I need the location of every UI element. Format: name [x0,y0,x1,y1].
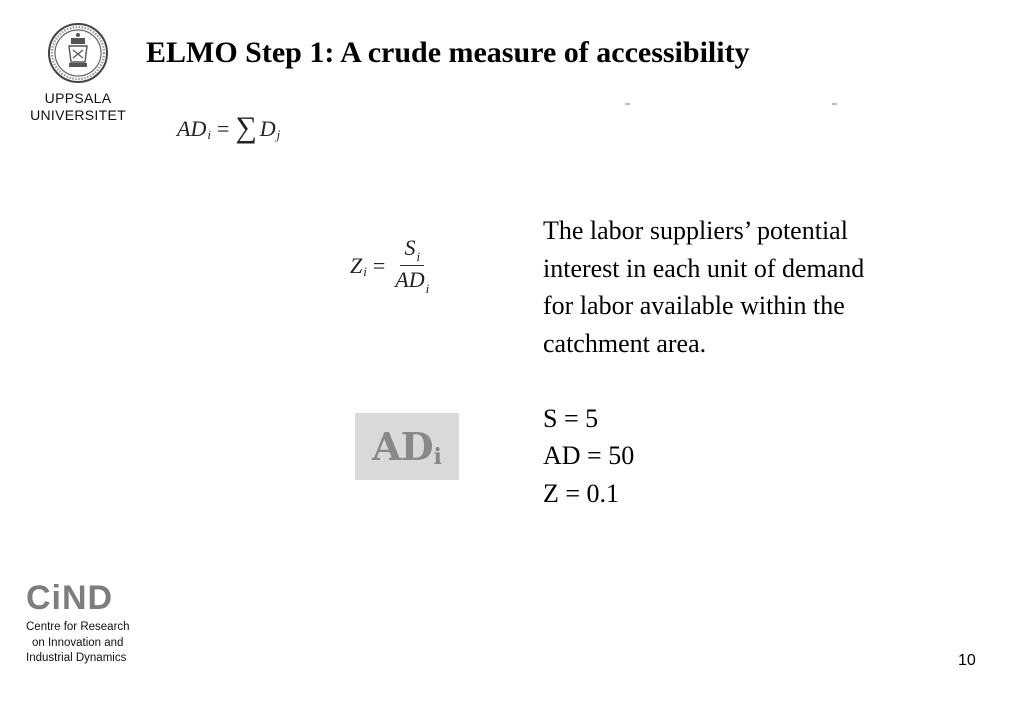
uppsala-wordmark-line1: UPPSALA [44,90,112,106]
ad-image [355,413,459,480]
accessibility-formula [177,112,280,146]
uppsala-wordmark-line2: UNIVERSITET [30,107,126,123]
formula-z-num: S [404,235,416,260]
description-line: catchment area. [543,328,707,358]
formula-z-num-sub: i [416,249,421,264]
example-line: AD = 50 [543,441,635,470]
page-number: 10 [958,652,976,669]
description-gap [543,362,963,400]
description-text [543,212,963,512]
ad-image-main: AD [372,424,433,469]
slide-title: ELMO Step 1: A crude measure of accessibility [146,36,750,69]
formula-z-equals: = [372,252,386,278]
university-seal-icon [47,22,109,84]
cind-mark: CiND [26,579,114,617]
formula-ad-sum: ∑ [235,111,257,144]
cind-line2: on Innovation and [32,636,124,649]
formula-ad-rhs: D [259,116,276,141]
description-line: The labor suppliers’ potential [543,216,848,245]
uppsala-university-logo [20,22,136,124]
formula-z-numerator [400,236,424,266]
formula-z-lhs-sub: i [363,263,367,279]
example-line: Z = 0.1 [543,478,620,508]
cind-line1: Centre for Research [26,621,130,633]
formula-z-lhs: Z [350,252,363,278]
cind-logo [26,580,146,667]
ad-image-sub: i [433,443,442,470]
ratio-formula [350,236,433,295]
speck-mark [832,103,837,105]
formula-z-den: AD [395,267,425,292]
description-line: interest in each unit of demand [543,253,865,283]
formula-ad-equals: = [216,116,230,141]
formula-z-denominator [391,266,433,295]
formula-ad-lhs: AD [177,116,207,141]
formula-z-fraction [391,236,433,295]
formula-ad-rhs-sub: j [276,127,281,142]
formula-ad-lhs-sub: i [207,127,211,142]
speck-mark [625,103,630,105]
description-line: for labor available within the [543,291,845,320]
example-line: S = 5 [543,403,599,433]
formula-z-den-sub: i [425,281,430,296]
cind-line3: Industrial Dynamics [26,652,127,664]
